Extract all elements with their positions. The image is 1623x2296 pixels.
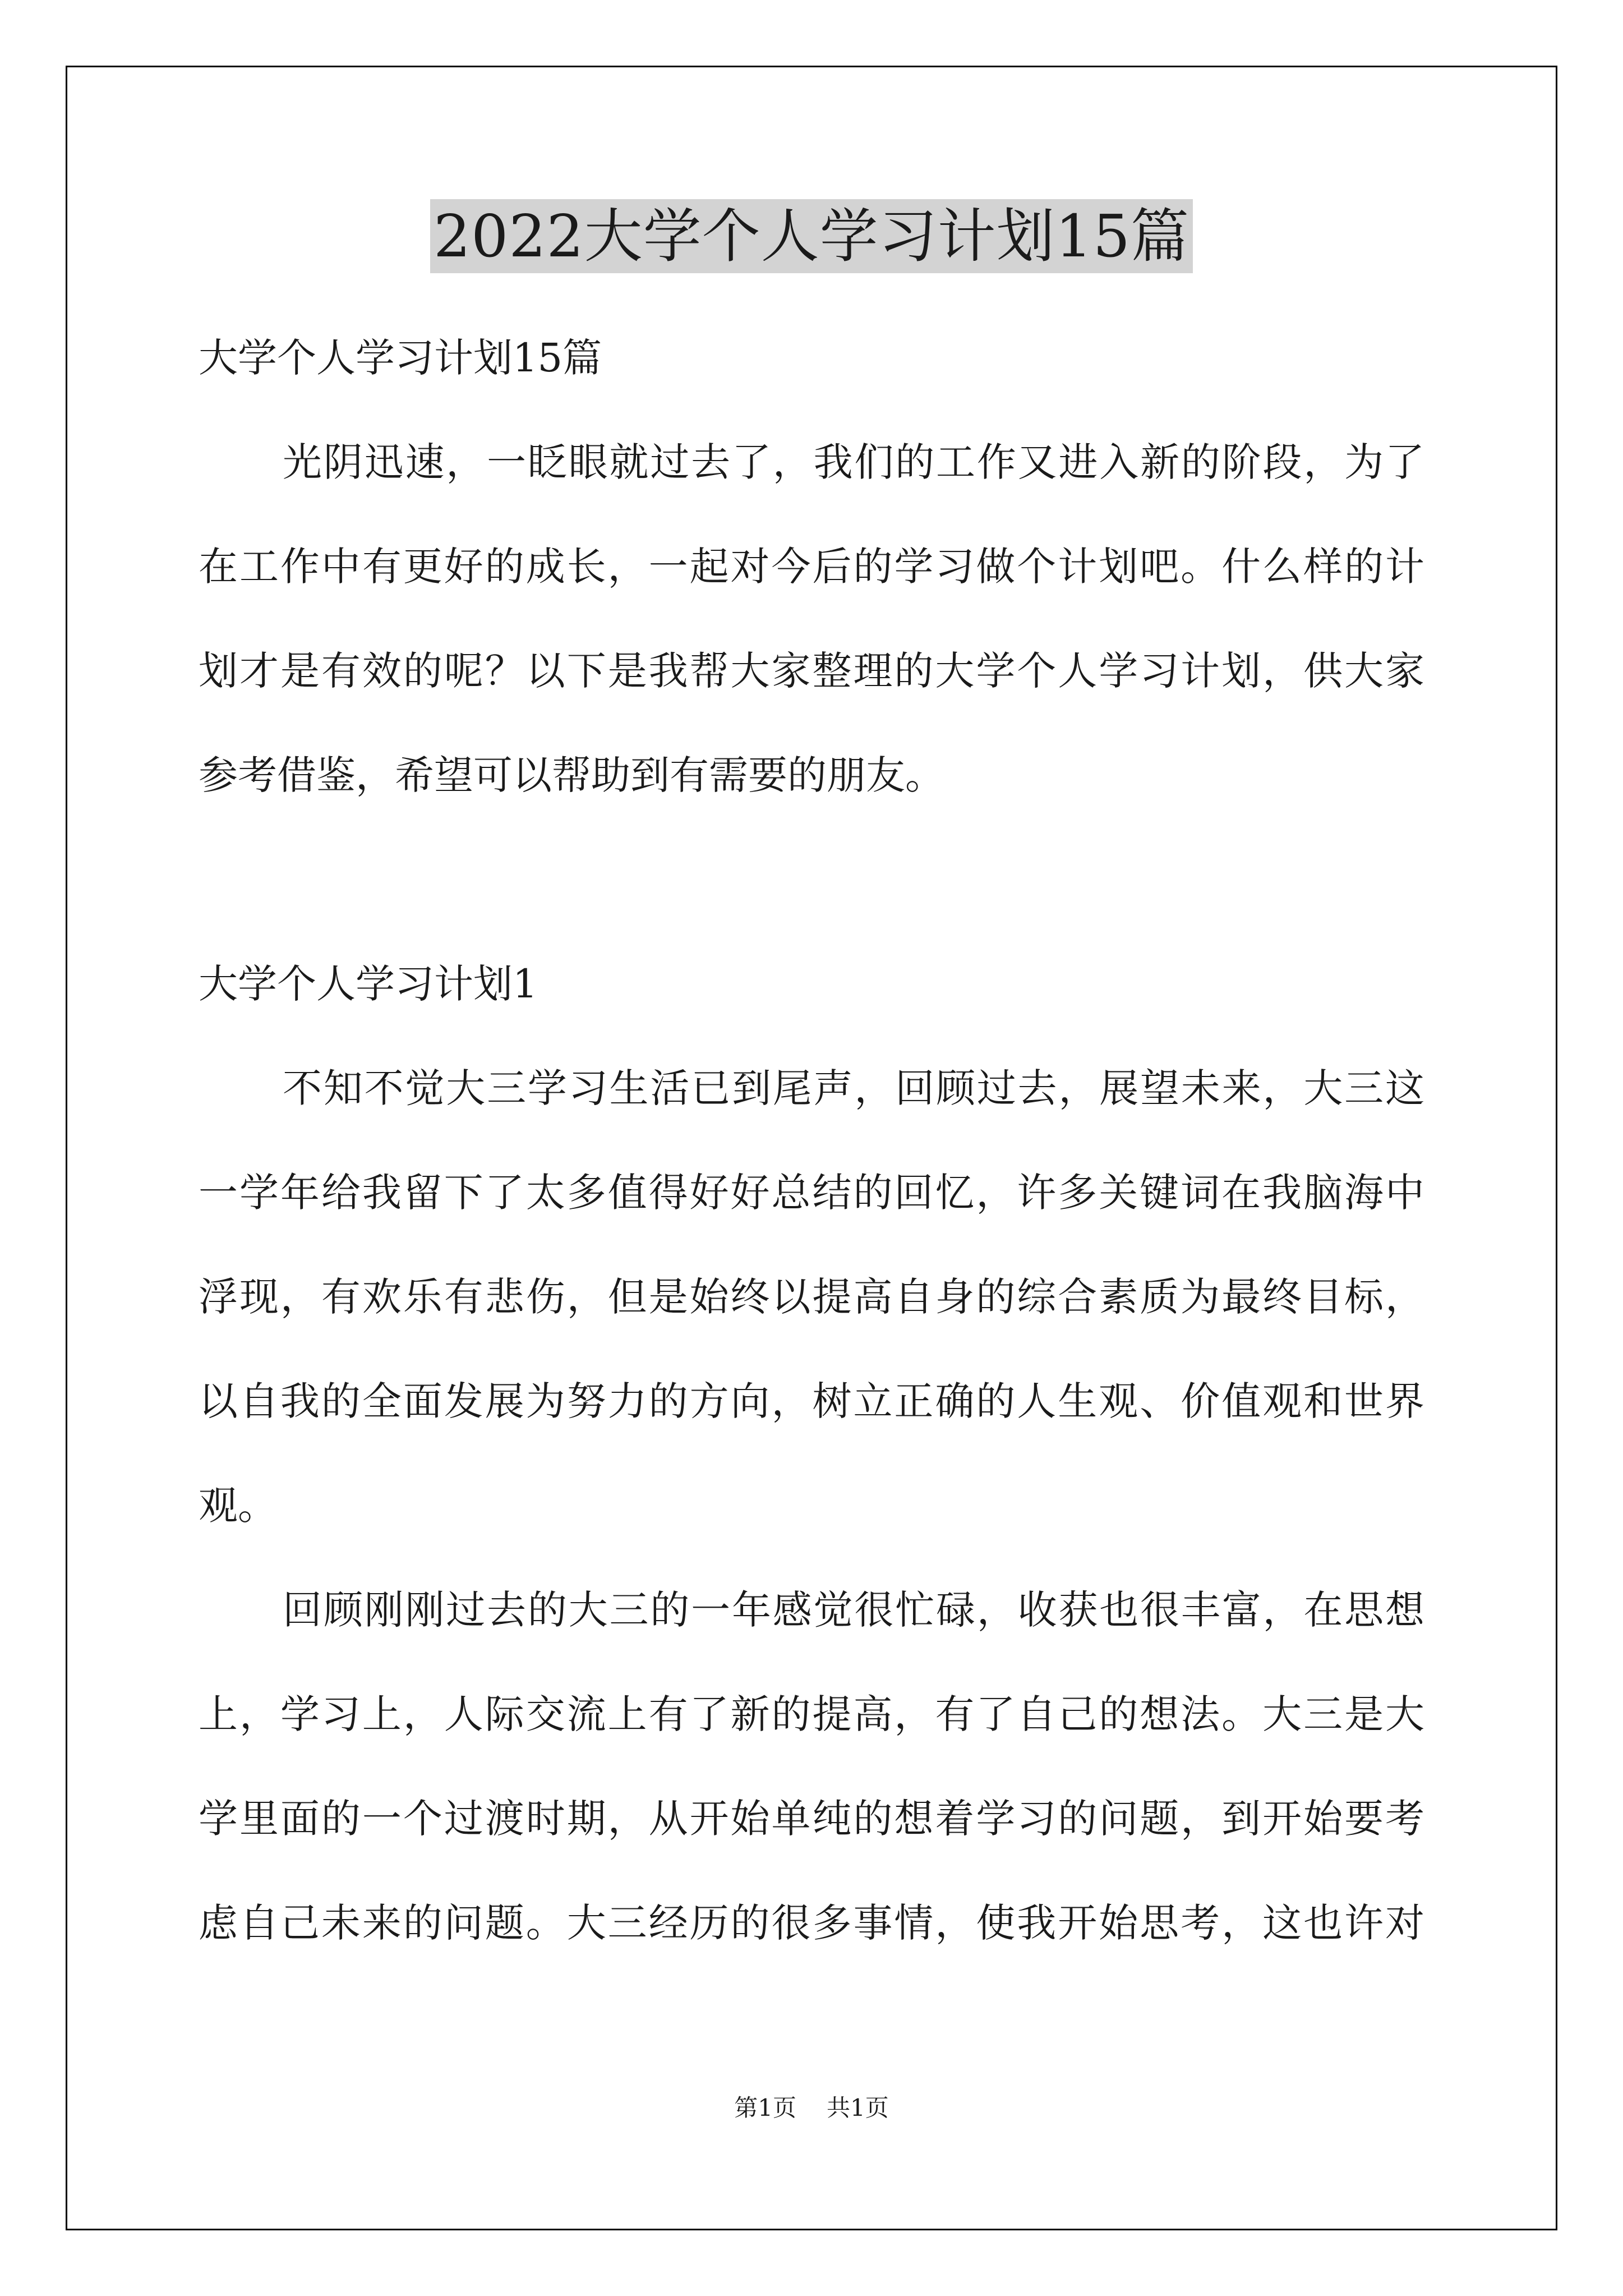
title-container [0, 199, 1623, 273]
paragraph-line: 不知不觉大三学习生活已到尾声，回顾过去，展望未来，大三这 [283, 1065, 1424, 1111]
paragraph-line: 学里面的一个过渡时期，从开始单纯的想着学习的问题，到开始要考 [199, 1796, 1424, 1842]
section-heading: 大学个人学习计划1 [199, 961, 538, 1007]
paragraph-line: 一学年给我留下了太多值得好好总结的回忆，许多关键词在我脑海中 [199, 1170, 1424, 1216]
blank-line [199, 827, 1424, 932]
paragraph-line: 回顾刚刚过去的大三的一年感觉很忙碌，收获也很丰富，在思想 [283, 1587, 1424, 1633]
intro-line: 参考借鉴，希望可以帮助到有需要的朋友。 [199, 752, 944, 798]
page-number-total: 共1页 [827, 2094, 889, 2122]
paragraph-line: 以自我的全面发展为努力的方向，树立正确的人生观、价值观和世界 [199, 1378, 1424, 1424]
document-body [199, 306, 1424, 1975]
paragraph-line: 浮现，有欢乐有悲伤，但是始终以提高自身的综合素质为最终目标， [199, 1274, 1424, 1320]
paragraph-line: 观。 [199, 1483, 277, 1529]
document-title: 2022大学个人学习计划15篇 [430, 199, 1193, 273]
intro-line: 在工作中有更好的成长，一起对今后的学习做个计划吧。什么样的计 [199, 544, 1424, 590]
page-number-current: 第1页 [734, 2094, 796, 2122]
page-footer [0, 2091, 1623, 2125]
intro-line: 光阴迅速，一眨眼就过去了，我们的工作又进入新的阶段，为了 [283, 439, 1424, 485]
paragraph-line: 上，学习上，人际交流上有了新的提高，有了自己的想法。大三是大 [199, 1691, 1424, 1737]
intro-line: 划才是有效的呢？以下是我帮大家整理的大学个人学习计划，供大家 [199, 648, 1424, 694]
paragraph-line: 虑自己未来的问题。大三经历的很多事情，使我开始思考，这也许对 [199, 1900, 1424, 1946]
subtitle: 大学个人学习计划15篇 [199, 335, 602, 381]
